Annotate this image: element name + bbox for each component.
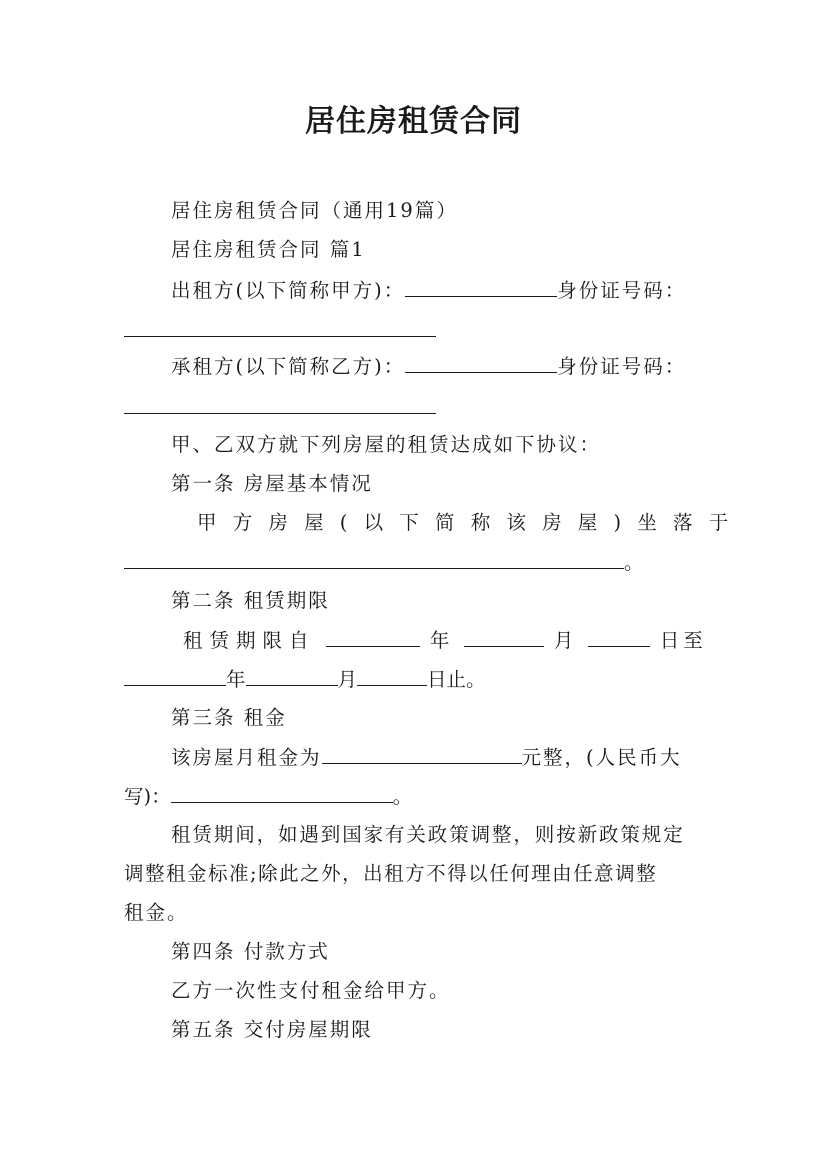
start-day-blank [588,626,650,647]
start-year-blank [326,626,420,647]
lessor-label: 出租方(以下简称甲方)： [171,279,406,302]
lease-period-line-2 [124,665,486,694]
lessor-name-blank [405,276,557,297]
document-subtitle: 居住房租赁合同（通用19篇） [171,199,458,222]
end-year-blank [124,665,226,686]
start-year-label: 年 [429,629,454,652]
lessee-label: 承租方(以下简称乙方)： [171,355,406,378]
lessor-line [171,276,686,305]
lessee-name-blank [405,352,557,373]
end-month-blank [246,665,338,686]
rent-label: 该房屋月租金为 [171,746,322,769]
rent-policy-line-3: 租金。 [124,901,189,924]
article-3-title: 第三条 租金 [171,706,287,729]
rent-policy-line-2: 调整租金标准;除此之外，出租方不得以任何理由任意调整 [124,862,658,885]
end-label: 日止。 [427,668,486,691]
lease-from-label: 租赁期限自 [183,629,316,652]
end-year-label: 年 [226,668,246,691]
rent-unit-label: 元整，(人民币大 [521,746,682,769]
lease-period-line-1 [183,626,707,655]
rent-line [171,743,682,772]
rent-words-label: 写)： [124,785,171,808]
lessee-id-label: 身份证号码： [557,355,687,378]
lessee-id-blank [124,413,436,414]
article-4-title: 第四条 付款方式 [171,940,330,963]
rent-policy-line-1: 租赁期间，如遇到国家有关政策调整，则按新政策规定 [171,823,685,846]
end-month-label: 月 [337,668,358,691]
lessee-line [171,352,686,381]
rent-words-blank [171,782,393,803]
address-blank [124,548,624,569]
rent-amount-blank [322,743,522,764]
document-title: 居住房租赁合同 [305,104,522,139]
article-2-title: 第二条 租赁期限 [171,589,330,612]
article-1-title: 第一条 房屋基本情况 [171,472,373,495]
start-month-blank [464,626,544,647]
rent-words-period: 。 [392,785,413,808]
article-5-title: 第五条 交付房屋期限 [171,1018,373,1041]
rent-words-line [124,782,412,811]
article-1-body: 甲方房屋(以下简称该房屋)坐落于 [197,511,745,534]
agreement-text: 甲、乙双方就下列房屋的租赁达成如下协议： [171,433,602,456]
start-day-to-label: 日至 [659,629,707,652]
article-4-body: 乙方一次性支付租金给甲方。 [171,979,451,1002]
part-heading: 居住房租赁合同 篇1 [171,238,366,261]
address-period: 。 [624,551,644,574]
end-day-blank [357,665,427,686]
lessor-id-blank [124,336,436,337]
address-line [124,548,644,577]
start-month-label: 月 [553,629,578,652]
lessor-id-label: 身份证号码： [557,279,687,302]
